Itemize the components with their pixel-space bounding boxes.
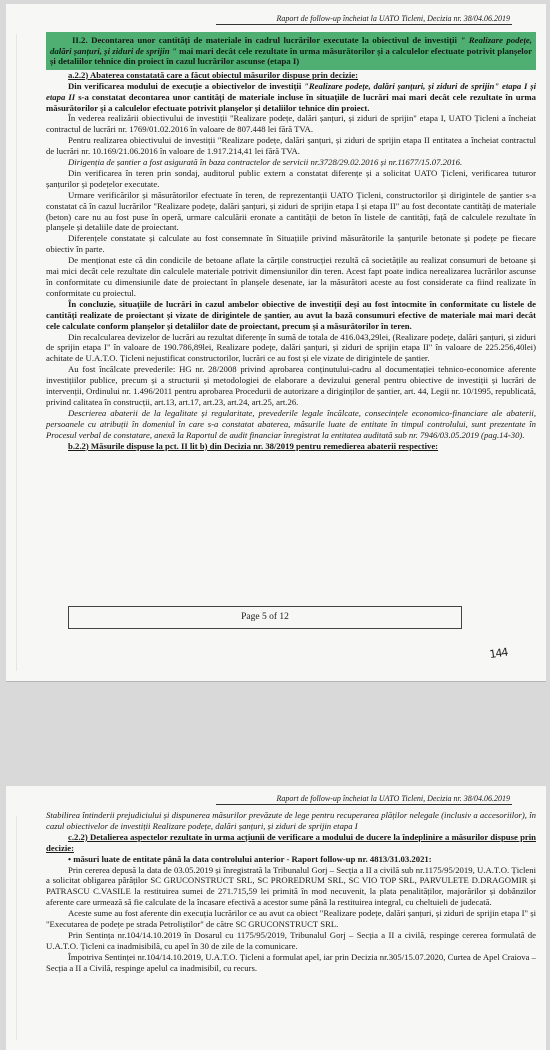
subheading-c: c.2.2) Detalierea aspectelor rezultate în urma acțiunii de verificare a modului de ducere la îndeplinire a măsurilor dispuse prin decizie:	[46, 831, 536, 853]
paragraph-bold-rest: s-a constatat decontarea unor cantități de materiale incluse în situațiile de lucrări mai mari decât cele rezultate în urma măsurătorilor și a calculelor efectuate potrivit planșelor și detaliilor tehnice din proiect.	[46, 91, 537, 113]
handwritten-page-number: 144	[488, 645, 509, 662]
paragraph	[46, 81, 536, 114]
running-header: Raport de follow-up încheiat la UATO Ticleni, Decizia nr. 38/04.06.2019	[216, 14, 512, 25]
paragraph: De menționat este că din condicile de betoane aflate la cărțile construcției rezultă că societățile au realizat consumuri de betoane și mai mici decât cele rezultate din calculele materiale potrivit dimensiunilor din teren. Acest fapt poate indica nerealizarea lucrărilor ascunse în conformitate cu dimensiunile date de proiectant în planșele desenate, iar la măsurători aceste au fost considerate ca fiind realizate în conformitate cu proiectul.	[46, 255, 536, 298]
paragraph-bold-lead: Din verificarea modului de execuție a obiectivelor de investiții	[68, 80, 302, 91]
paragraph: În vederea realizării obiectivului de investiții "Realizare podețe, dalări șanțuri, și ziduri de sprijin" etapa I, UATO Țicleni a încheiat contractul de lucrări nr. 1769/01.02.2016 în valoare de 807.448 lei fără TVA.	[46, 113, 536, 135]
section-heading-highlighted	[46, 32, 536, 70]
paragraph: Prin cererea depusă la data de 03.05.2019 și înregistrată la Tribunalul Gorj – Secția a II a civilă sub nr.1175/95/2019, U.A.T.O. Țicleni a solicitat obligarea pârâților SC GRUCONSTRUCT SRL, SC PROREDRUM SRL, SC VIO TOP SRL, PARVULETE D.DRAGOMIR și PATRASCU C.VASILE la restituirea sumei de 271.715,59 lei primită în mod necuvenit, la plata penalităților, majorărilor și dobânzilor aferente care urmează să fie calculate de la încasare efectivă a acestor sume până la restituirea integral, cu cheltuieli de judecată.	[46, 864, 536, 908]
paragraph: Dirigenția de șantier a fost asigurată în baza contractelor de servicii nr.3728/29.02.2016 și nr.11677/15.07.2016.	[68, 157, 463, 168]
document-page-5	[6, 4, 546, 682]
paragraph-italic-title: "Realizare podețe, dalări șanțuri, și ziduri de sprijin" etapa I și etapa II	[46, 80, 536, 102]
page-body	[46, 810, 536, 974]
page-body	[46, 32, 536, 452]
bullet-item: • măsuri luate de entitate până la data controlului anterior - Raport follow-up nr. 4813/31.03.2021:	[68, 853, 432, 864]
paragraph: Prin Sentința nr.104/14.10.2019 în Dosarul cu 1175/95/2019, Tribunalul Gorj – Secția a II a civilă, respinge cererea formulată de U.A.T.O. Țicleni ca inadmisibilă, cu apel în 30 de zile de la comunicare.	[46, 929, 536, 951]
heading-italic-title: " Realizare podețe, dalări șanțuri, și ziduri de sprijin "	[50, 35, 532, 56]
subheading-b: b.2.2) Măsurile dispuse la pct. II lit b) din Decizia nr. 38/2019 pentru remedierea abaterii respective:	[68, 440, 439, 451]
scan-margin	[16, 816, 17, 1040]
paragraph-conclusion: În concluzie, situațiile de lucrări în cazul ambelor obiective de investiții deși au fost întocmite în conformitate cu listele de cantități realizate de proiectant și vizate de dirigintele de șantier, au avut la bază consumuri efective de materiale mai mari decât cele calculate conform planșelor și detaliilor date de proiectant, precum și a măsurătorilor în teren.	[46, 298, 536, 331]
paragraph: Diferențele constatate și calculate au fost consemnate în Situațiile privind măsurătorile la șanțurile betonate și podețe pe fiecare obiectiv în parte.	[46, 233, 536, 255]
scan-margin	[16, 34, 17, 671]
paragraph: Împotriva Sentinței nr.104/14.10.2019, U.A.T.O. Țicleni a formulat apel, iar prin Decizia nr.305/15.07.2020, Curtea de Apel Craiova – Secția a II a Civilă, respinge apelul ca inadmisibil, cu recurs.	[46, 951, 536, 973]
running-header: Raport de follow-up încheiat la UATO Ticleni, Decizia nr. 38/04.06.2019	[216, 794, 512, 805]
paragraph: Aceste sume au fost aferente din execuția lucrărilor ce au avut ca obiect "Realizare podețe, dalări șanțuri, și ziduri de sprijin etapa I" și "Executarea de podețe pe strada Petroliștilor" de către SC GRUCONSTRUCT SRL.	[46, 908, 536, 930]
heading-prefix: II.2. Decontarea unor cantități de materiale în cadrul lucrărilor executate la obiectivul de investiții	[72, 35, 457, 45]
paragraph: Descrierea abaterii de la legalitate și regularitate, prevederile legale încălcate, consecințele economico-financiare ale abaterii, persoanele cu atribuții în domeniul în care s-a constatat abaterea, măsurile luate de entitate în timpul controlului, sunt prezentate în Procesul verbal de constatare, anexă la Raportul de audit financiar înregistrat la entitatea auditată sub nr. 7946/03.05.2019 (pag.14-30).	[46, 407, 536, 440]
subheading-a: a.2.2) Abaterea constatată care a făcut obiectul măsurilor dispuse prin decizie:	[68, 69, 359, 80]
paragraph: Pentru realizarea obiectivului de investiții "Realizare podețe, dalări șanțuri, și ziduri de sprijin etapa II entitatea a încheiat contractul de lucrări nr. 10.169/21.06.2016 în valoare de 1.917.214,41 lei fără TVA.	[46, 135, 536, 157]
paragraph: Din verificarea în teren prin sondaj, auditorul public extern a constatat diferențe și a solicitat UATO Țicleni, verificarea tuturor șanțurilor și podețelor executate.	[46, 167, 536, 189]
paragraph: Urmare verificărilor și măsurătorilor efectuate în teren, de reprezentanții UATO Țicleni, constructorilor și dirigintele de șantier s-a constatat că în cazul lucrărilor "Realizare podețe, dalări șanțuri, și ziduri de sprijin etapa I și etapa II" au fost decontate cantități de materiale (beton) care nu au fost puse în operă, urmare calculării eronate a cantității de beton în listele de cantități, față de calculele rezultate în planșele și detaliile date de proiectant.	[46, 189, 536, 233]
page-footer	[68, 606, 462, 629]
paragraph: Din recalcularea devizelor de lucrări au rezultat diferențe în sumă de totala de 416.043,29lei, (Realizare podețe, dalări șanțuri, și ziduri de sprijin etapa I" în valoare de 190.786,89lei, Realizare podețe, dalări șanțuri, și ziduri de sprijin etapa II" în valoare de 225.256,40lei) achitate de U.A.T.O. Țicleni nejustificat constructorilor, lucrări ce au fost și ele vizate de dirigintele de șantier.	[46, 331, 536, 364]
heading-suffix: mai mari decât cele rezultate în urma măsurătorilor și a calculelor efectuate potrivit planșelor și detaliilor tehnice din proiect în cazul lucrărilor ascunse (etapa I)	[50, 45, 533, 67]
document-page-6	[6, 786, 546, 1050]
page-number: Page 5 of 12	[241, 612, 289, 622]
paragraph: Au fost încălcate prevederile: HG nr. 28/2008 privind aprobarea conținutului-cadru al documentației tehnico-economice aferente investițiilor publice, precum și a structurii și metodologiei de elaborare a devizului general pentru obiective de investiții și lucrări de intervenții, Ordinului nr. 1.496/2011 pentru aprobarea Procedurii de autorizare a diriginților de șantier, art. 44, Legii nr. 10/1995, republicată, privind calitatea în construcții, art.13, art.17, art.23, art.24, art.25, art.26.	[46, 364, 536, 407]
paragraph: Stabilirea întinderii prejudiciului și dispunerea măsurilor prevăzute de lege pentru recuperarea plăților nelegale (inclusiv a accesoriilor), în cazul obiectivelor de investiții Realizare podețe, dalări șanțuri, și ziduri de sprijin etapa I	[46, 810, 536, 831]
